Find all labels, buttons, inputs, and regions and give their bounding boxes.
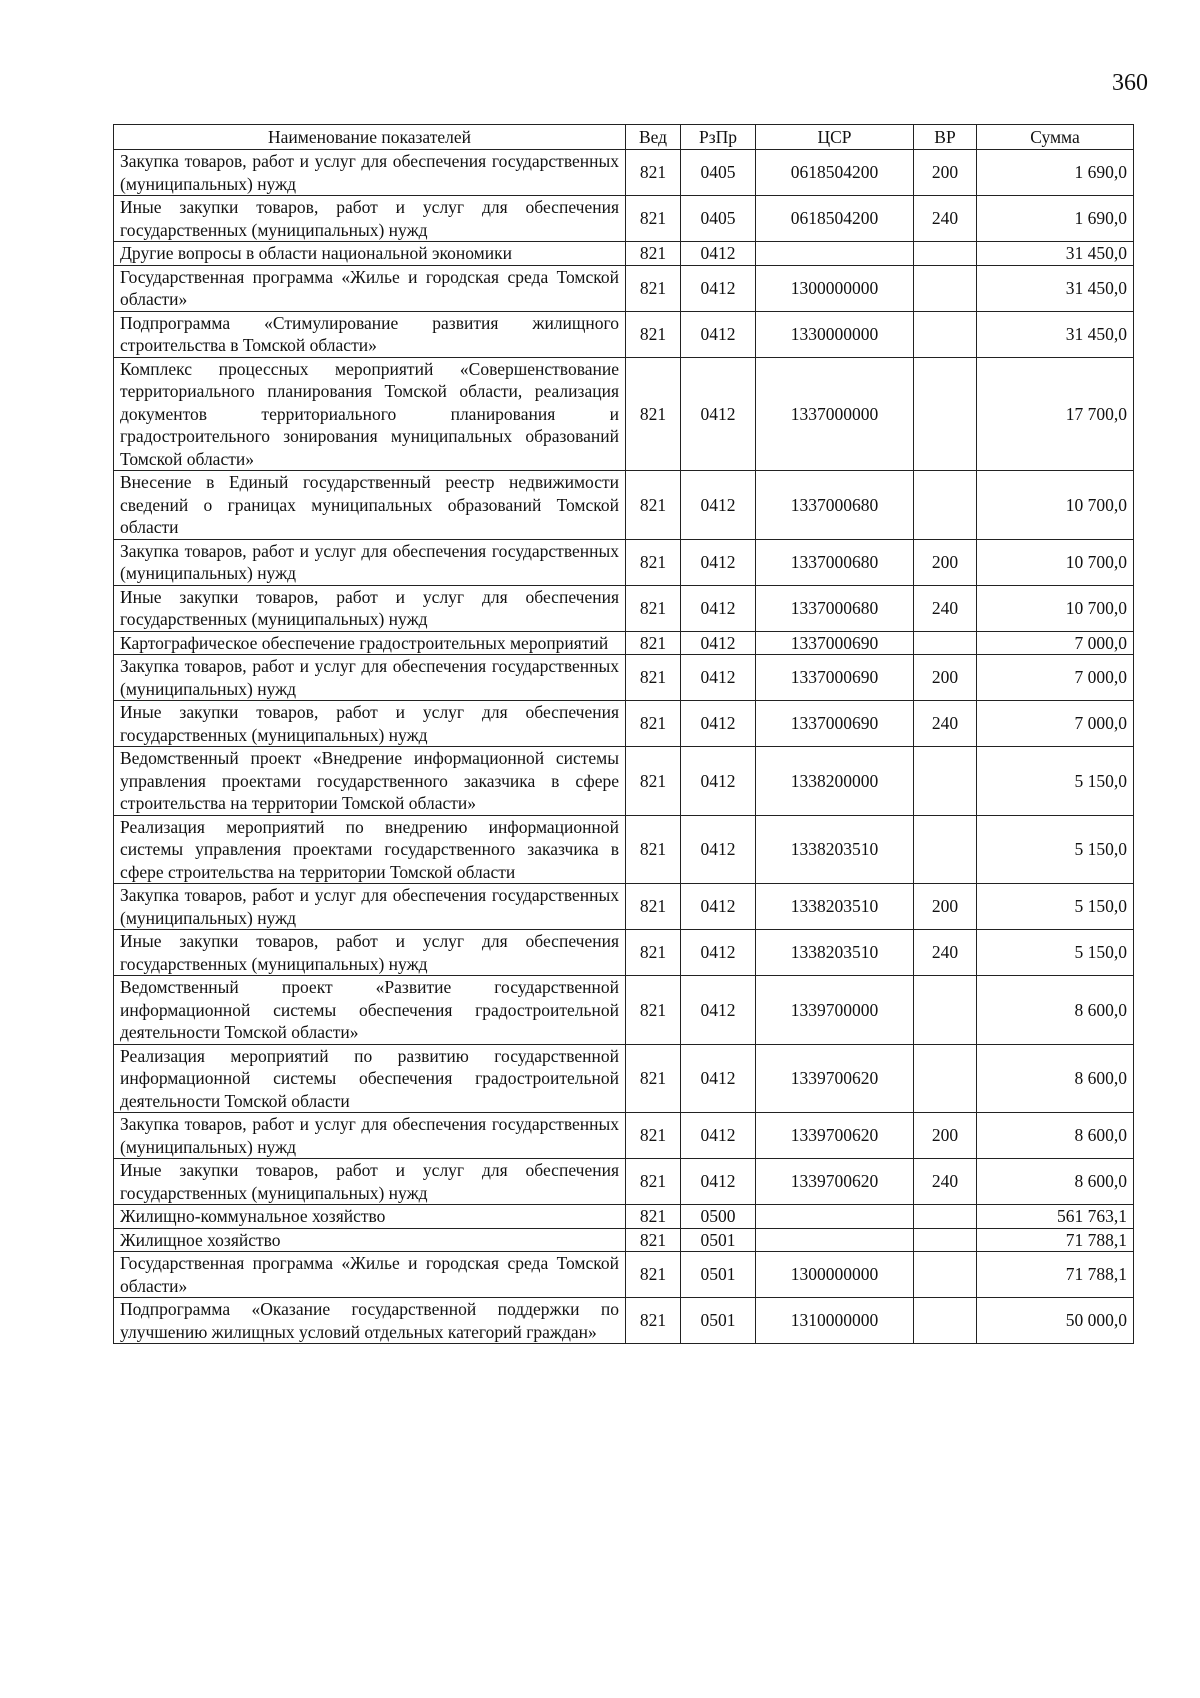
- cell-name: Закупка товаров, работ и услуг для обеспечения государственных (муниципальных) нужд: [114, 655, 626, 701]
- cell-csr: 1330000000: [756, 311, 914, 357]
- cell-ved: 821: [626, 585, 681, 631]
- table-row: [114, 150, 1134, 196]
- cell-name: Внесение в Единый государственный реестр недвижимости сведений о границах муниципальных образований Томской области: [114, 471, 626, 540]
- cell-sum: 5 150,0: [977, 884, 1134, 930]
- cell-csr: [756, 242, 914, 266]
- cell-rzpr: 0412: [681, 747, 756, 816]
- table-row: [114, 930, 1134, 976]
- cell-csr: 1339700000: [756, 976, 914, 1045]
- cell-sum: 561 763,1: [977, 1205, 1134, 1229]
- table-row: [114, 539, 1134, 585]
- cell-name: Картографическое обеспечение градостроительных мероприятий: [114, 631, 626, 655]
- table-row: [114, 265, 1134, 311]
- cell-vr: [914, 242, 977, 266]
- cell-ved: 821: [626, 1044, 681, 1113]
- cell-ved: 821: [626, 242, 681, 266]
- cell-vr: 240: [914, 196, 977, 242]
- cell-sum: 31 450,0: [977, 265, 1134, 311]
- cell-ved: 821: [626, 265, 681, 311]
- table-row: [114, 884, 1134, 930]
- cell-sum: 8 600,0: [977, 976, 1134, 1045]
- cell-csr: 1337000680: [756, 585, 914, 631]
- cell-name: Закупка товаров, работ и услуг для обеспечения государственных (муниципальных) нужд: [114, 150, 626, 196]
- cell-vr: [914, 471, 977, 540]
- page-number: 360: [1112, 70, 1148, 96]
- cell-rzpr: 0412: [681, 357, 756, 471]
- cell-rzpr: 0412: [681, 265, 756, 311]
- cell-sum: 8 600,0: [977, 1159, 1134, 1205]
- cell-sum: 10 700,0: [977, 471, 1134, 540]
- column-header-vr: ВР: [914, 125, 977, 150]
- cell-ved: 821: [626, 1298, 681, 1344]
- cell-name: Иные закупки товаров, работ и услуг для обеспечения государственных (муниципальных) нужд: [114, 930, 626, 976]
- cell-rzpr: 0412: [681, 631, 756, 655]
- table-row: [114, 976, 1134, 1045]
- cell-vr: [914, 1044, 977, 1113]
- cell-sum: 71 788,1: [977, 1228, 1134, 1252]
- column-header-name: Наименование показателей: [114, 125, 626, 150]
- cell-sum: 5 150,0: [977, 930, 1134, 976]
- cell-csr: 1300000000: [756, 265, 914, 311]
- cell-rzpr: 0412: [681, 1044, 756, 1113]
- cell-csr: 1337000680: [756, 539, 914, 585]
- cell-vr: [914, 815, 977, 884]
- cell-rzpr: 0412: [681, 471, 756, 540]
- cell-csr: 1310000000: [756, 1298, 914, 1344]
- cell-vr: 240: [914, 1159, 977, 1205]
- table-row: [114, 1159, 1134, 1205]
- cell-rzpr: 0501: [681, 1252, 756, 1298]
- cell-csr: [756, 1228, 914, 1252]
- cell-rzpr: 0412: [681, 311, 756, 357]
- cell-rzpr: 0412: [681, 1113, 756, 1159]
- cell-name: Подпрограмма «Оказание государственной поддержки по улучшению жилищных условий отдельных категорий граждан»: [114, 1298, 626, 1344]
- cell-ved: 821: [626, 539, 681, 585]
- cell-vr: 200: [914, 655, 977, 701]
- cell-vr: [914, 265, 977, 311]
- cell-sum: 50 000,0: [977, 1298, 1134, 1344]
- cell-rzpr: 0405: [681, 150, 756, 196]
- cell-sum: 31 450,0: [977, 242, 1134, 266]
- table-row: [114, 471, 1134, 540]
- table-row: [114, 1228, 1134, 1252]
- table-row: [114, 357, 1134, 471]
- cell-rzpr: 0501: [681, 1298, 756, 1344]
- cell-vr: 200: [914, 884, 977, 930]
- cell-vr: 200: [914, 150, 977, 196]
- cell-vr: [914, 1298, 977, 1344]
- cell-csr: 1337000000: [756, 357, 914, 471]
- cell-vr: [914, 1228, 977, 1252]
- table-header-row: [114, 125, 1134, 150]
- cell-ved: 821: [626, 1159, 681, 1205]
- table-row: [114, 242, 1134, 266]
- cell-rzpr: 0412: [681, 976, 756, 1045]
- cell-name: Закупка товаров, работ и услуг для обеспечения государственных (муниципальных) нужд: [114, 884, 626, 930]
- cell-name: Иные закупки товаров, работ и услуг для обеспечения государственных (муниципальных) нужд: [114, 585, 626, 631]
- cell-vr: 200: [914, 539, 977, 585]
- cell-sum: 1 690,0: [977, 150, 1134, 196]
- table-row: [114, 585, 1134, 631]
- cell-csr: 1337000690: [756, 701, 914, 747]
- cell-vr: 240: [914, 930, 977, 976]
- cell-csr: 1339700620: [756, 1159, 914, 1205]
- cell-sum: 8 600,0: [977, 1113, 1134, 1159]
- cell-ved: 821: [626, 1113, 681, 1159]
- cell-vr: [914, 311, 977, 357]
- cell-name: Иные закупки товаров, работ и услуг для обеспечения государственных (муниципальных) нужд: [114, 196, 626, 242]
- cell-name: Государственная программа «Жилье и городская среда Томской области»: [114, 1252, 626, 1298]
- cell-ved: 821: [626, 884, 681, 930]
- cell-rzpr: 0412: [681, 930, 756, 976]
- cell-sum: 7 000,0: [977, 655, 1134, 701]
- cell-csr: [756, 1205, 914, 1229]
- cell-sum: 5 150,0: [977, 815, 1134, 884]
- table-row: [114, 1205, 1134, 1229]
- cell-name: Иные закупки товаров, работ и услуг для обеспечения государственных (муниципальных) нужд: [114, 1159, 626, 1205]
- cell-sum: 10 700,0: [977, 539, 1134, 585]
- cell-csr: 1339700620: [756, 1044, 914, 1113]
- cell-sum: 1 690,0: [977, 196, 1134, 242]
- table-row: [114, 631, 1134, 655]
- column-header-sum: Сумма: [977, 125, 1134, 150]
- cell-sum: 5 150,0: [977, 747, 1134, 816]
- cell-vr: [914, 631, 977, 655]
- table-row: [114, 1252, 1134, 1298]
- cell-csr: 1339700620: [756, 1113, 914, 1159]
- cell-name: Государственная программа «Жилье и городская среда Томской области»: [114, 265, 626, 311]
- cell-csr: 0618504200: [756, 196, 914, 242]
- cell-ved: 821: [626, 150, 681, 196]
- cell-name: Иные закупки товаров, работ и услуг для обеспечения государственных (муниципальных) нужд: [114, 701, 626, 747]
- table-row: [114, 311, 1134, 357]
- cell-sum: 7 000,0: [977, 631, 1134, 655]
- table-row: [114, 1044, 1134, 1113]
- cell-vr: [914, 1205, 977, 1229]
- cell-vr: 200: [914, 1113, 977, 1159]
- cell-csr: 1337000690: [756, 655, 914, 701]
- cell-sum: 7 000,0: [977, 701, 1134, 747]
- cell-csr: 1338203510: [756, 815, 914, 884]
- cell-name: Реализация мероприятий по развитию государственной информационной системы обеспечения градостроительной деятельности Томской области: [114, 1044, 626, 1113]
- cell-name: Ведомственный проект «Развитие государственной информационной системы обеспечения градостроительной деятельности Томской области»: [114, 976, 626, 1045]
- cell-name: Жилищное хозяйство: [114, 1228, 626, 1252]
- cell-ved: 821: [626, 655, 681, 701]
- cell-csr: 0618504200: [756, 150, 914, 196]
- cell-vr: [914, 357, 977, 471]
- cell-rzpr: 0412: [681, 539, 756, 585]
- table-row: [114, 747, 1134, 816]
- cell-ved: 821: [626, 1252, 681, 1298]
- column-header-csr: ЦСР: [756, 125, 914, 150]
- table-row: [114, 815, 1134, 884]
- cell-vr: 240: [914, 701, 977, 747]
- column-header-ved: Вед: [626, 125, 681, 150]
- table-row: [114, 701, 1134, 747]
- cell-name: Подпрограмма «Стимулирование развития жилищного строительства в Томской области»: [114, 311, 626, 357]
- cell-rzpr: 0412: [681, 585, 756, 631]
- cell-ved: 821: [626, 1205, 681, 1229]
- cell-ved: 821: [626, 357, 681, 471]
- cell-rzpr: 0412: [681, 884, 756, 930]
- table-row: [114, 196, 1134, 242]
- cell-csr: 1338203510: [756, 884, 914, 930]
- cell-sum: 71 788,1: [977, 1252, 1134, 1298]
- cell-rzpr: 0412: [681, 655, 756, 701]
- cell-vr: [914, 747, 977, 816]
- cell-vr: [914, 976, 977, 1045]
- cell-ved: 821: [626, 311, 681, 357]
- cell-rzpr: 0501: [681, 1228, 756, 1252]
- cell-sum: 17 700,0: [977, 357, 1134, 471]
- cell-name: Реализация мероприятий по внедрению информационной системы управления проектами государственного заказчика в сфере строительства на территории Томской области: [114, 815, 626, 884]
- table-row: [114, 1113, 1134, 1159]
- cell-ved: 821: [626, 701, 681, 747]
- cell-ved: 821: [626, 815, 681, 884]
- cell-sum: 31 450,0: [977, 311, 1134, 357]
- cell-csr: 1338203510: [756, 930, 914, 976]
- cell-vr: 240: [914, 585, 977, 631]
- cell-name: Другие вопросы в области национальной экономики: [114, 242, 626, 266]
- cell-name: Жилищно-коммунальное хозяйство: [114, 1205, 626, 1229]
- table-row: [114, 655, 1134, 701]
- cell-rzpr: 0412: [681, 815, 756, 884]
- cell-rzpr: 0412: [681, 1159, 756, 1205]
- cell-csr: 1338200000: [756, 747, 914, 816]
- budget-table: [113, 124, 1134, 1344]
- table-row: [114, 1298, 1134, 1344]
- cell-name: Ведомственный проект «Внедрение информационной системы управления проектами государственного заказчика в сфере строительства на территории Томской области»: [114, 747, 626, 816]
- cell-rzpr: 0405: [681, 196, 756, 242]
- cell-ved: 821: [626, 976, 681, 1045]
- cell-csr: 1300000000: [756, 1252, 914, 1298]
- cell-name: Закупка товаров, работ и услуг для обеспечения государственных (муниципальных) нужд: [114, 539, 626, 585]
- column-header-rzpr: РзПр: [681, 125, 756, 150]
- cell-rzpr: 0412: [681, 242, 756, 266]
- cell-ved: 821: [626, 471, 681, 540]
- cell-ved: 821: [626, 1228, 681, 1252]
- cell-csr: 1337000690: [756, 631, 914, 655]
- cell-name: Закупка товаров, работ и услуг для обеспечения государственных (муниципальных) нужд: [114, 1113, 626, 1159]
- cell-ved: 821: [626, 196, 681, 242]
- cell-ved: 821: [626, 930, 681, 976]
- cell-sum: 8 600,0: [977, 1044, 1134, 1113]
- cell-name: Комплекс процессных мероприятий «Совершенствование территориального планирования Томской области, реализация документов территориального планирования и градостроительного зонирования муниципальных образований Томской области»: [114, 357, 626, 471]
- cell-ved: 821: [626, 747, 681, 816]
- cell-sum: 10 700,0: [977, 585, 1134, 631]
- cell-rzpr: 0500: [681, 1205, 756, 1229]
- cell-ved: 821: [626, 631, 681, 655]
- table-body: [114, 150, 1134, 1344]
- cell-vr: [914, 1252, 977, 1298]
- cell-csr: 1337000680: [756, 471, 914, 540]
- cell-rzpr: 0412: [681, 701, 756, 747]
